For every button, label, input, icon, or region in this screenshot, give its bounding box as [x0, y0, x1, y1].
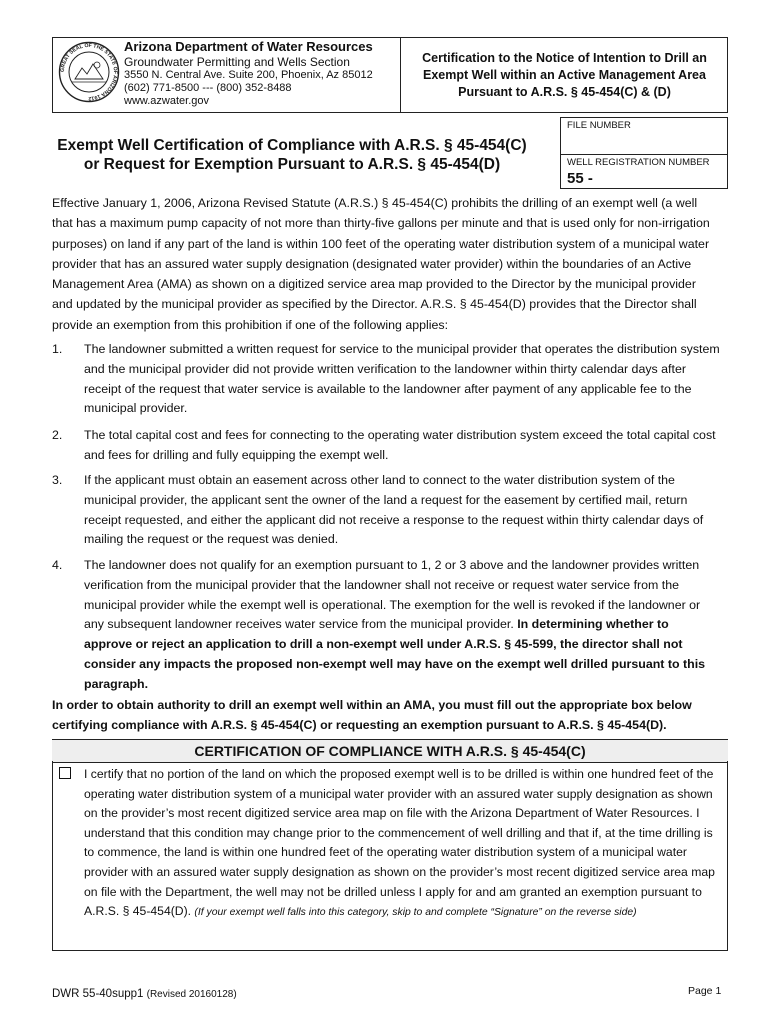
- phone: (602) 771-8500 --- (800) 352-8488: [124, 82, 292, 94]
- file-number-cell[interactable]: [561, 118, 727, 154]
- well-registration-label: WELL REGISTRATION NUMBER: [567, 157, 710, 168]
- website: www.azwater.gov: [124, 95, 209, 107]
- list-item-text: The total capital cost and fees for connecting to the operating water distribution system exceed the total capital cost and fees for drilling and fully equipping the exempt well.: [84, 428, 716, 462]
- list-item-text: The landowner does not qualify for an exemption pursuant to 1, 2 or 3 above and the landowner provides written verification from the municipal provider that the landowner shall not receive or request water service from the municipal provider while the exempt well is operational. The exemption for the well is revoked if the landowner or any subsequent landowner receives water service from the municipal provider.: [84, 558, 701, 632]
- file-number-box: [560, 117, 728, 189]
- list-item-bold-text: In determining whether to approve or reject an application to drill a non-exempt well under A.R.S. § 45-599, the director shall not consider any impacts the proposed non-exempt well may have on the exempt well drilled pursuant to this paragraph.: [84, 617, 706, 691]
- list-item-text: If the applicant must obtain an easement across other land to connect to the water distribution system of the municipal provider, the applicant sent the owner of the land a request for the easement by certified mail, return receipt requested, and either the applicant did not receive a response to the request within thirty calendar days of mailing the request or the request was denied.: [84, 473, 704, 547]
- file-number-label: FILE NUMBER: [567, 120, 631, 131]
- address: 3550 N. Central Ave. Suite 200, Phoenix, Az 85012: [124, 69, 373, 81]
- list-item-number: 1.: [52, 342, 63, 356]
- revision-date: (Revised 20160128): [146, 989, 237, 1000]
- list-item-number: 2.: [52, 428, 63, 442]
- certification-text: [84, 765, 720, 923]
- instruction-notice: In order to obtain authority to drill an exempt well within an AMA, you must fill out the appropriate box below certifying compliance with A.R.S. § 45-454(C) or requesting an exemption pursuant to A.R.S. § 45-454(D).: [52, 698, 692, 732]
- list-item: [52, 556, 720, 695]
- svg-text:GREAT SEAL OF THE STATE OF ARI: GREAT SEAL OF THE STATE OF ARIZONA 1912: [59, 42, 119, 102]
- title-line-1: Exempt Well Certification of Compliance with A.R.S. § 45-454(C): [57, 137, 527, 154]
- page-title: [52, 136, 532, 174]
- page-number: Page 1: [688, 985, 722, 997]
- list-item: [52, 426, 720, 466]
- title-line-2: or Request for Exemption Pursuant to A.R.S. § 45-454(D): [83, 156, 501, 173]
- certification-checkbox[interactable]: [59, 767, 71, 779]
- list-item-number: 4.: [52, 558, 63, 572]
- department-contact: [124, 56, 373, 108]
- department-name: Arizona Department of Water Resources: [124, 39, 373, 54]
- well-registration-value: 55 -: [567, 170, 593, 187]
- list-item-number: 3.: [52, 473, 63, 487]
- state-seal-icon: [58, 41, 120, 103]
- list-item-text: The landowner submitted a written request for service to the municipal provider that operates the distribution system and the municipal provider did not provide written verification to the landowner within thirty calendar days after receipt of the request that water service is available to the landowner after payment of any applicable fee to the municipal provider.: [84, 342, 720, 416]
- intro-paragraph: Effective January 1, 2006, Arizona Revised Statute (A.R.S.) § 45-454(C) prohibits the drilling of an exempt well (a well that has a maximum pump capacity of not more than thirty-five gallons per minute and that is used only for non-irrigation purposes) on land if any part of the land is within 100 feet of the operating water distribution system of a municipal water provider that has an assured water supply designation (designated water provider) within the boundaries of an Active Management Area (AMA) as shown on a digitized service area map provided to the Director by the municipal provider and updated by the municipal provider as specified by the Director. A.R.S. § 45-454(D) provides that the Director shall provide an exemption from this prohibition if one of the following applies:: [52, 196, 710, 332]
- list-item: [52, 471, 720, 550]
- section-name: Groundwater Permitting and Wells Section: [124, 55, 350, 69]
- certification-heading: CERTIFICATION OF COMPLIANCE WITH A.R.S. § 45-454(C): [52, 739, 728, 763]
- form-purpose-title: Certification to the Notice of Intention to Drill an Exempt Well within an Active Management Area Pursuant to A.R.S. § 45-454(C) & (D): [422, 51, 707, 99]
- form-number: DWR 55-40supp1: [52, 988, 144, 1000]
- header-divider: [400, 37, 401, 113]
- certification-note: (If your exempt well falls into this category, skip to and complete “Signature” on the reverse side): [194, 907, 637, 919]
- form-id: [52, 988, 237, 1000]
- list-item: [52, 340, 720, 419]
- certification-statement: I certify that no portion of the land on which the proposed exempt well is to be drilled is within one hundred feet of the operating water distribution system of a municipal water provider with an assured water supply designation as shown on the provider’s most recent digitized service area map on file with the Arizona Department of Water Resources. I understand that this condition may change prior to the commencement of well drilling and that if, at the time drilling is to commence, the land is within one hundred feet of the operating water distribution system of a municipal water provider with an assured water supply designation as shown on the provider’s most recent digitized service area map on file with the Department, the well may not be drilled unless I apply for and am granted an exemption pursuant to A.R.S. § 45-454(D).: [84, 767, 715, 919]
- well-registration-cell[interactable]: [561, 154, 727, 188]
